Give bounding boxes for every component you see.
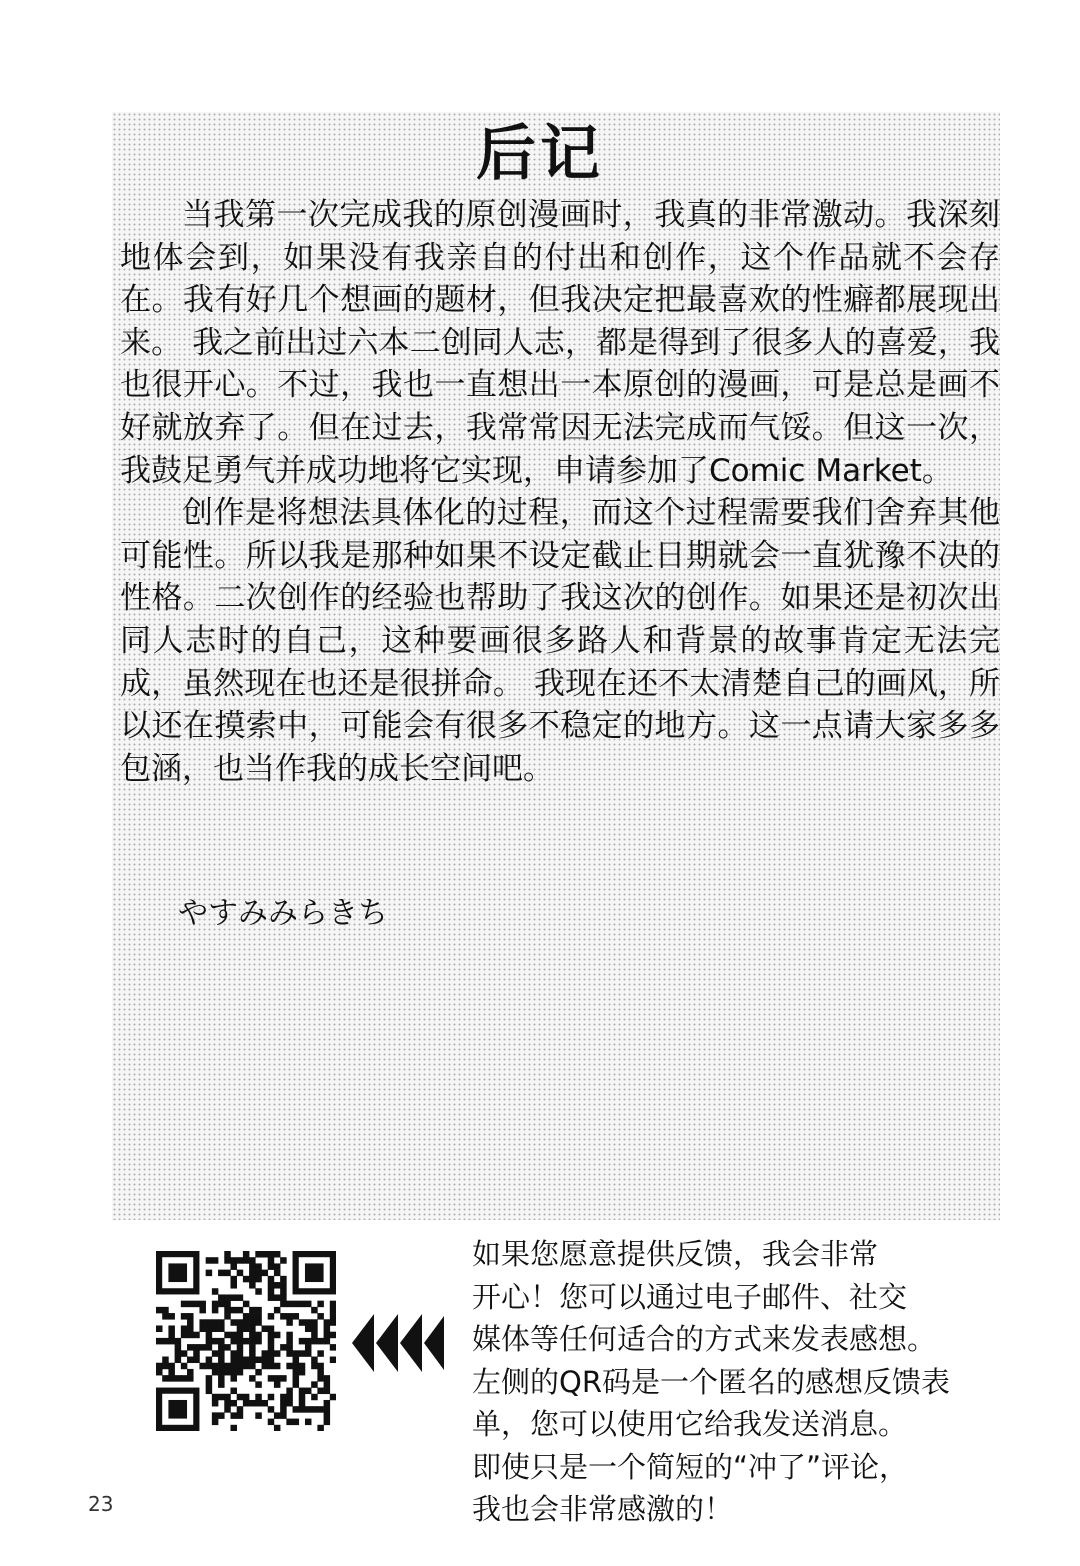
feedback-line: 媒体等任何适合的方式来发表感想。: [472, 1322, 937, 1356]
afterword-paragraph-2: 创作是将想法具体化的过程，而这个过程需要我们舍弃其他可能性。所以我是那种如果不设定截止日期就会一直犹豫不决的性格。二次创作的经验也帮助了我这次的创作。如果还是初次出同人志时的自己，这种要画很多路人和背景的故事肯定无法完成，虽然现在也还是很拼命。 我现在还不太清楚自己的画风，所以还在摸索中，可能会有很多不稳定的地方。这一点请大家多多包涵，也当作我的成长空间吧。: [120, 495, 1000, 787]
feedback-line: 如果您愿意提供反馈，我会非常: [472, 1237, 879, 1271]
feedback-line: 即使只是一个简短的“冲了”评论，: [472, 1449, 909, 1484]
afterword-paragraph-1: 当我第一次完成我的原创漫画时，我真的非常激动。我深刻地体会到，如果没有我亲自的付出和创作，这个作品就不会存在。我有好几个想画的题材，但我决定把最喜欢的性癖都展现出来。 我之前出过六本二创同人志，都是得到了很多人的喜爱，我也很开心。不过，我也一直想出一本原创的漫画，可是总是画不好就放弃了。但在过去，我常常因无法完成而气馁。但这一次，我鼓足勇气并成功地将它实现，申请参加了Comic Market。: [120, 197, 1000, 489]
page-number: 23: [88, 1492, 114, 1516]
afterword-title: 后记: [476, 119, 604, 189]
feedback-line: 开心！您可以通过电子邮件、社交: [472, 1279, 908, 1314]
triple-left-arrow-icon: [352, 1312, 444, 1374]
feedback-line: 单，您可以使用它给我发送消息。: [472, 1407, 908, 1441]
feedback-line: 左侧的QR码是一个匿名的感想反馈表: [472, 1364, 950, 1399]
afterword-body: [120, 194, 1000, 790]
feedback-message: [472, 1233, 1012, 1531]
qr-code-icon[interactable]: [156, 1251, 336, 1431]
feedback-line: 我也会非常感激的！: [472, 1492, 734, 1526]
author-signature: やすみみらきち: [178, 896, 388, 931]
